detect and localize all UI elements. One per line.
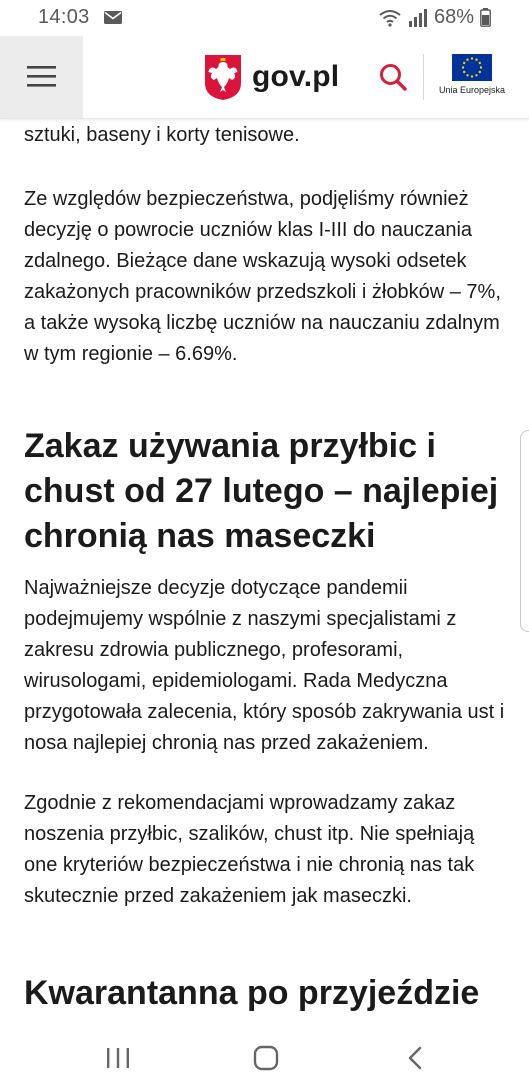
logo-text: gov.pl xyxy=(252,60,340,93)
mail-notification-icon xyxy=(104,11,122,24)
scroll-handle[interactable] xyxy=(520,430,529,632)
menu-button[interactable] xyxy=(0,36,83,118)
status-bar xyxy=(0,0,529,36)
eu-label: Unia Europejska xyxy=(438,85,506,95)
back-icon xyxy=(396,1044,436,1074)
battery-percent: 68% xyxy=(433,6,474,28)
header-divider xyxy=(423,54,424,100)
site-header xyxy=(0,36,529,119)
signal-icon xyxy=(408,9,428,27)
search-icon xyxy=(378,62,408,92)
recent-apps-icon xyxy=(98,1044,138,1074)
recent-apps-button[interactable] xyxy=(98,1044,138,1074)
article-paragraph: Najważniejsze decyzje dotyczące pandemii podejmujemy wspólnie z naszymi specjalistami z zakresu zdrowia publicznego, profesorami, wirusologami, epidemiologami. Rada Medyczna przygotowała zalecenia, który sposób zakrywania ust i nosa najlepiej chronią nas przed zakażeniem. xyxy=(24,577,505,754)
status-time: 14:03 xyxy=(38,6,90,28)
article-paragraph: Zgodnie z rekomendacjami wprowadzamy zakaz noszenia przyłbic, szalików, chust itp. Nie spełniają one kryteriów bezpieczeństwa i nie chronią nas tak skutecznie przed zakażeniem jak maseczki. xyxy=(24,792,475,907)
eu-flag-icon xyxy=(452,54,492,81)
home-button[interactable] xyxy=(246,1044,286,1074)
section-heading: Kwarantanna po przyjeździe xyxy=(24,974,480,1012)
section-heading: Zakaz używania przyłbic i chust od 27 lutego – najlepiej chronią nas maseczki xyxy=(24,427,499,555)
gov-pl-logo-link[interactable] xyxy=(203,53,339,101)
battery-icon xyxy=(480,8,491,27)
search-button[interactable] xyxy=(378,62,408,92)
article-paragraph: Ze względów bezpieczeństwa, podjęliśmy również decyzję o powrocie uczniów klas I-III do nauczania zdalnego. Bieżące dane wskazują wysoki odsetek zakażonych pracowników przedszkoli i żłobków – 7%, a także wysoką liczbę uczniów na nauczaniu zdalnym w tym regionie – 6.69%. xyxy=(24,188,501,365)
home-icon xyxy=(246,1044,286,1074)
back-button[interactable] xyxy=(396,1044,436,1074)
eu-link[interactable] xyxy=(436,54,508,95)
article-paragraph: sztuki, baseny i korty tenisowe. xyxy=(24,124,300,146)
wifi-icon xyxy=(378,9,402,27)
status-right-group xyxy=(378,6,491,29)
hamburger-menu-icon xyxy=(27,66,56,87)
system-nav-bar xyxy=(0,1030,529,1090)
polish-emblem-icon xyxy=(203,53,243,101)
